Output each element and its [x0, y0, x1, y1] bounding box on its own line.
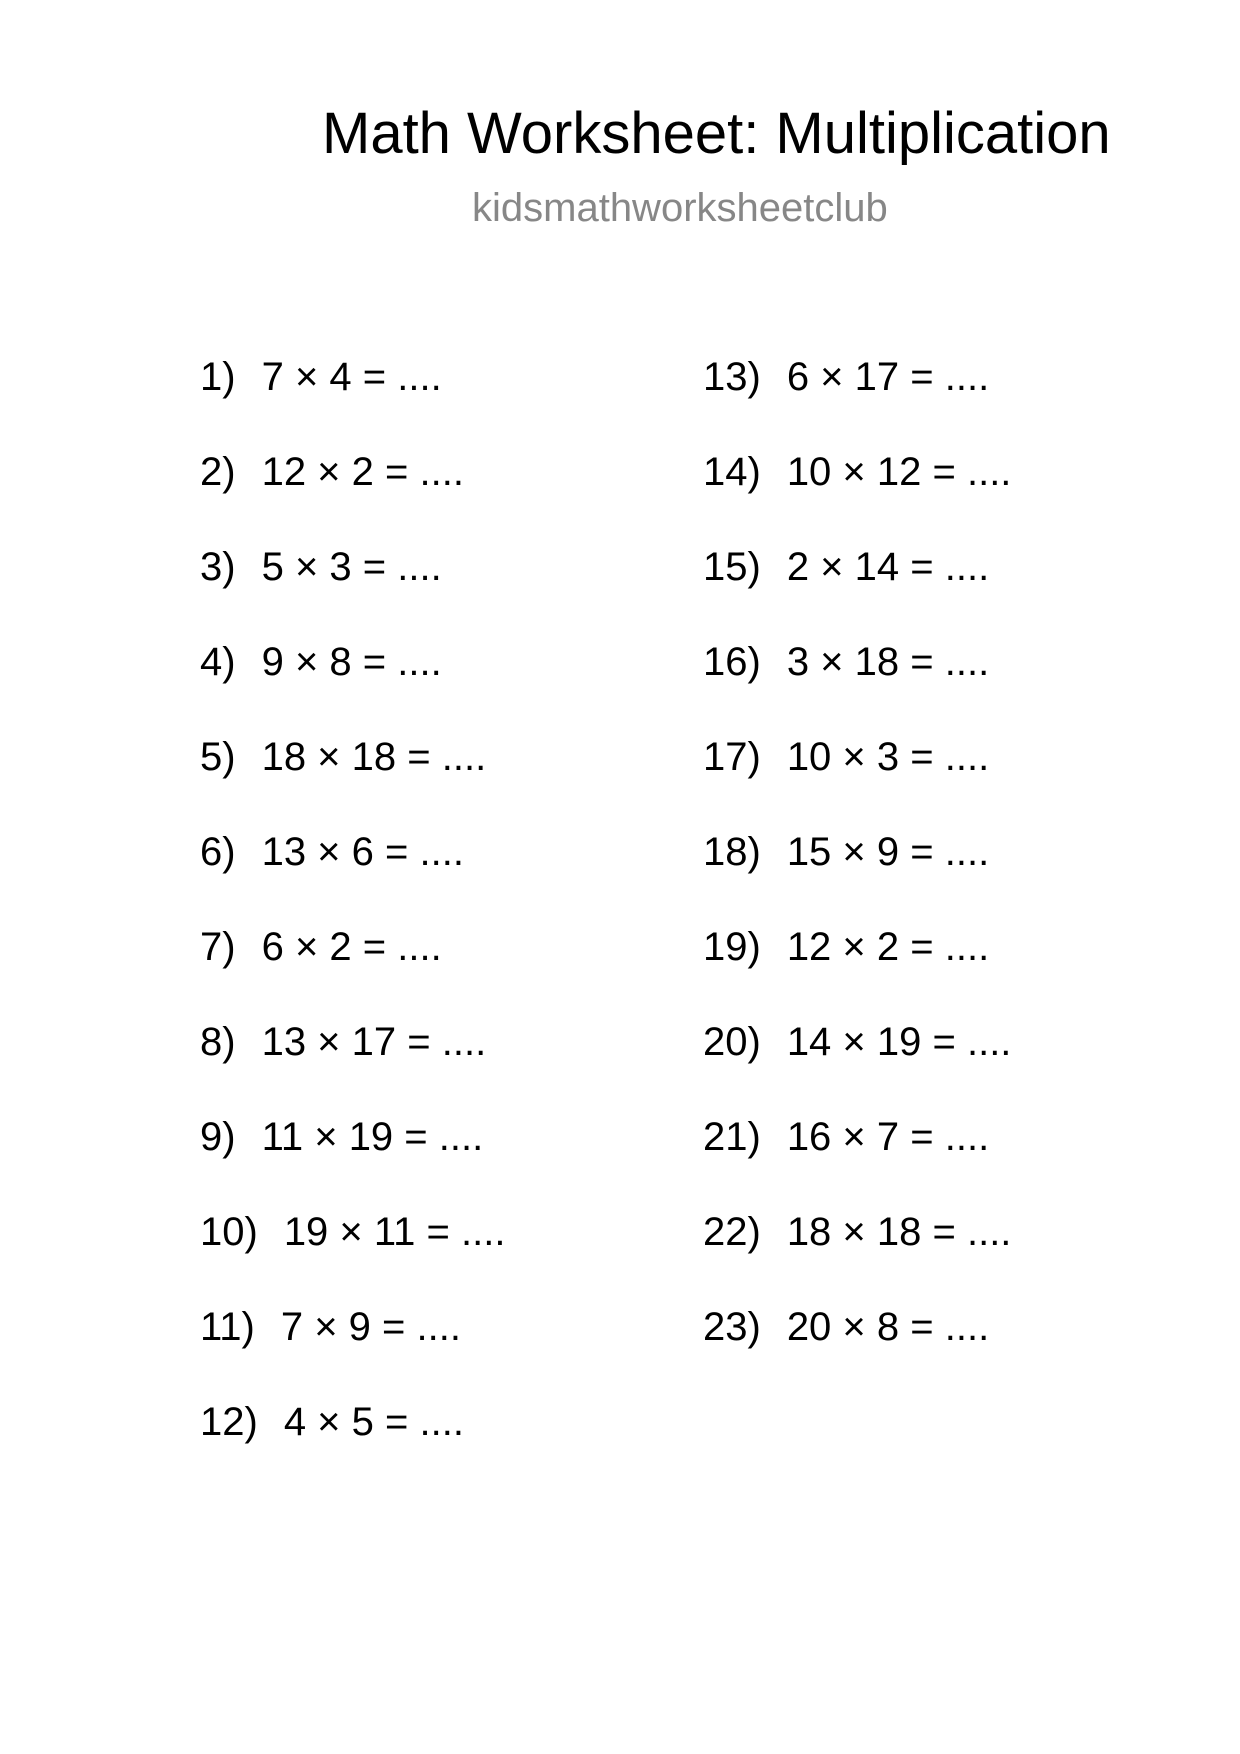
problem-number: 22) — [703, 1210, 761, 1254]
problem-number: 5) — [200, 735, 236, 779]
worksheet-title: Math Worksheet: Multiplication — [322, 101, 1111, 166]
problem-number: 16) — [703, 640, 761, 684]
problem-number: 20) — [703, 1020, 761, 1064]
problem-expression: 7 × 9 = .... — [280, 1305, 461, 1349]
problem-expression: 18 × 18 = .... — [786, 1210, 1012, 1254]
problem-expression: 10 × 12 = .... — [786, 450, 1012, 494]
problem-18 — [703, 827, 1011, 922]
problem-2 — [200, 447, 505, 542]
worksheet-subtitle: kidsmathworksheetclub — [472, 186, 888, 230]
problem-number: 11) — [200, 1305, 255, 1349]
problem-expression: 6 × 17 = .... — [786, 355, 990, 399]
problem-expression: 14 × 19 = .... — [786, 1020, 1012, 1064]
problem-number: 21) — [703, 1115, 761, 1159]
problem-expression: 15 × 9 = .... — [786, 830, 990, 874]
problem-13 — [703, 352, 1011, 447]
problem-12 — [200, 1397, 505, 1492]
problem-expression: 18 × 18 = .... — [261, 735, 487, 779]
problem-19 — [703, 922, 1011, 1017]
problem-expression: 9 × 8 = .... — [261, 640, 442, 684]
problem-number: 17) — [703, 735, 761, 779]
problem-number: 14) — [703, 450, 761, 494]
problem-number: 23) — [703, 1305, 761, 1349]
problem-number: 7) — [200, 925, 236, 969]
problem-22 — [703, 1207, 1011, 1302]
problem-11 — [200, 1302, 505, 1397]
problem-10 — [200, 1207, 505, 1302]
problem-15 — [703, 542, 1011, 637]
problem-expression: 19 × 11 = .... — [283, 1210, 506, 1254]
problem-number: 18) — [703, 830, 761, 874]
problem-expression: 5 × 3 = .... — [261, 545, 442, 589]
problem-8 — [200, 1017, 505, 1112]
problem-number: 1) — [200, 355, 236, 399]
problem-23 — [703, 1302, 1011, 1397]
problem-14 — [703, 447, 1011, 542]
problem-expression: 4 × 5 = .... — [283, 1400, 464, 1444]
problem-number: 6) — [200, 830, 236, 874]
problem-expression: 16 × 7 = .... — [786, 1115, 990, 1159]
problem-number: 4) — [200, 640, 236, 684]
problem-3 — [200, 542, 505, 637]
problem-number: 3) — [200, 545, 236, 589]
problem-number: 10) — [200, 1210, 258, 1254]
problem-number: 19) — [703, 925, 761, 969]
problem-expression: 7 × 4 = .... — [261, 355, 442, 399]
problem-expression: 2 × 14 = .... — [786, 545, 990, 589]
problem-expression: 12 × 2 = .... — [786, 925, 990, 969]
problem-column-left — [200, 352, 505, 1492]
problem-1 — [200, 352, 505, 447]
problem-20 — [703, 1017, 1011, 1112]
problem-5 — [200, 732, 505, 827]
problem-column-right — [703, 352, 1011, 1397]
problem-4 — [200, 637, 505, 732]
problem-expression: 20 × 8 = .... — [786, 1305, 990, 1349]
problem-number: 12) — [200, 1400, 258, 1444]
problem-expression: 12 × 2 = .... — [261, 450, 464, 494]
problem-number: 15) — [703, 545, 761, 589]
problem-expression: 13 × 6 = .... — [261, 830, 464, 874]
problem-number: 8) — [200, 1020, 236, 1064]
problem-17 — [703, 732, 1011, 827]
problem-number: 2) — [200, 450, 236, 494]
problem-6 — [200, 827, 505, 922]
problem-expression: 13 × 17 = .... — [261, 1020, 487, 1064]
problem-expression: 6 × 2 = .... — [261, 925, 442, 969]
problem-7 — [200, 922, 505, 1017]
problem-16 — [703, 637, 1011, 732]
problem-number: 13) — [703, 355, 761, 399]
problem-expression: 3 × 18 = .... — [786, 640, 990, 684]
problem-9 — [200, 1112, 505, 1207]
problem-expression: 11 × 19 = .... — [261, 1115, 484, 1159]
problem-expression: 10 × 3 = .... — [786, 735, 990, 779]
problem-21 — [703, 1112, 1011, 1207]
problem-number: 9) — [200, 1115, 236, 1159]
